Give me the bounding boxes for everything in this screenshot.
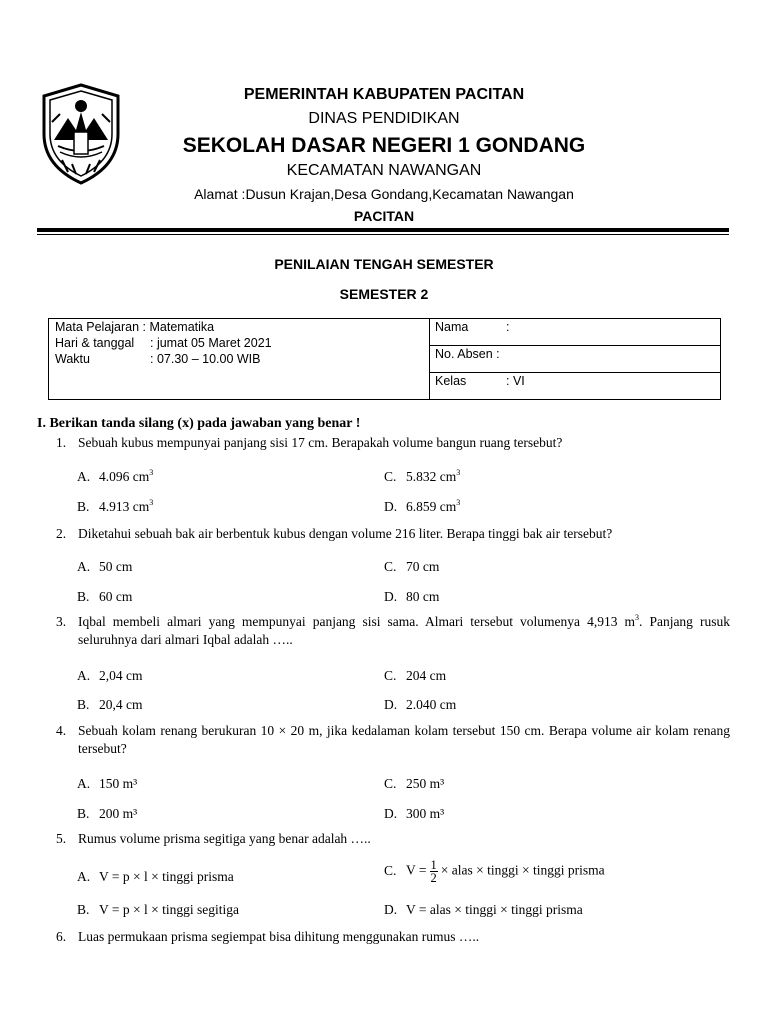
question-text: Sebuah kolam renang berukuran 10 × 20 m, jika kedalaman kolam tersebut 150 cm. Berapa volume air kolam renang tersebut? (78, 723, 730, 756)
q4-option-b[interactable]: B. 200 m³ (77, 806, 138, 821)
exam-title: PENILAIAN TENGAH SEMESTER (274, 256, 494, 272)
question-text: Luas permukaan prisma segiempat bisa dihitung menggunakan rumus ….. (78, 929, 480, 944)
q1-option-d[interactable]: D. 6.859 $cm^3$ (384, 498, 461, 514)
q2-option-d[interactable]: D. 80 cm (384, 589, 440, 604)
question-text: Iqbal membeli almari yang mempunyai panjang sisi sama. Almari tersebut volumenya 4,913 $m^3$. Panjang rusuk seluruhnya dari almari Iqbal adalah ….. (78, 613, 730, 647)
question-number: 6. (56, 929, 67, 944)
question-number: 3. (56, 614, 67, 629)
question-text: Sebuah kubus mempunyai panjang sisi 17 cm. Berapakah volume bangun ruang tersebut? (78, 435, 563, 450)
time-value: : 07.30 – 10.00 WIB (150, 352, 261, 366)
q1-option-a[interactable]: A. 4.096 $cm^3$ (77, 468, 154, 484)
q3-option-c[interactable]: C. 204 cm (384, 668, 447, 683)
one-half-fraction: $\frac{1}{2}$ (430, 858, 437, 885)
date-label: Hari & tanggal (55, 336, 135, 350)
q1-option-c[interactable]: C. 5.832 $cm^3$ (384, 468, 461, 484)
q5-option-b[interactable]: B. V = p × l × tinggi segitiga (77, 902, 239, 917)
q5-option-a[interactable]: A. V = p × l × tinggi prisma (77, 869, 234, 884)
government-header: PEMERINTAH KABUPATEN PACITAN (243, 86, 525, 103)
name-row[interactable] (429, 319, 720, 346)
q5-option-c[interactable]: C. V = $\frac{1}{2}$ × alas × tinggi × tinggi prisma (384, 858, 605, 885)
q5-option-d[interactable]: D. V = alas × tinggi × tinggi prisma (384, 902, 583, 917)
question-number: 4. (56, 723, 67, 738)
class-value: : VI (506, 374, 525, 388)
department-header: DINAS PENDIDIKAN (308, 110, 460, 127)
subject-text: Mata Pelajaran : Matematika (55, 320, 215, 334)
name-colon: : (506, 320, 510, 334)
question-number: 2. (56, 526, 67, 541)
q3-option-b[interactable]: B. 20,4 cm (77, 697, 143, 712)
q2-option-a[interactable]: A. 50 cm (77, 559, 133, 574)
question-number: 1. (56, 435, 67, 450)
school-name: SEKOLAH DASAR NEGERI 1 GONDANG (182, 134, 586, 157)
city-header: PACITAN (353, 208, 415, 224)
header-divider-thick (37, 228, 729, 232)
q3-option-d[interactable]: D. 2.040 cm (384, 697, 457, 712)
q4-option-d[interactable]: D. 300 m³ (384, 806, 445, 821)
absen-label: No. Absen : (435, 347, 500, 361)
class-row[interactable] (429, 373, 720, 399)
q4-option-a[interactable]: A. 150 m³ (77, 776, 138, 791)
q2-option-b[interactable]: B. 60 cm (77, 589, 133, 604)
question-text: Rumus volume prisma segitiga yang benar adalah ….. (78, 831, 371, 846)
q4-option-c[interactable]: C. 250 m³ (384, 776, 445, 791)
name-label: Nama (435, 320, 469, 334)
absen-row[interactable] (429, 346, 720, 373)
exam-details-cell (49, 319, 430, 399)
q3-option-a[interactable]: A. 2,04 cm (77, 668, 143, 683)
time-label: Waktu (55, 352, 90, 366)
header-divider-thin (37, 234, 729, 235)
q2-option-c[interactable]: C. 70 cm (384, 559, 440, 574)
school-address: Alamat :Dusun Krajan,Desa Gondang,Kecamatan Nawangan (194, 186, 574, 202)
date-value: : jumat 05 Maret 2021 (150, 336, 272, 350)
q1-option-b[interactable]: B. 4.913 $cm^3$ (77, 498, 154, 514)
question-text: Diketahui sebuah bak air berbentuk kubus dengan volume 216 liter. Berapa tinggi bak air tersebut? (78, 526, 613, 541)
section-instruction: I. Berikan tanda silang (x) pada jawaban yang benar ! (37, 416, 361, 431)
class-label: Kelas (435, 374, 467, 388)
question-number: 5. (56, 831, 67, 846)
district-header: KECAMATAN NAWANGAN (286, 162, 482, 179)
exam-info-table (48, 318, 721, 400)
exam-semester: SEMESTER 2 (339, 286, 429, 302)
student-details-cell (429, 319, 720, 399)
